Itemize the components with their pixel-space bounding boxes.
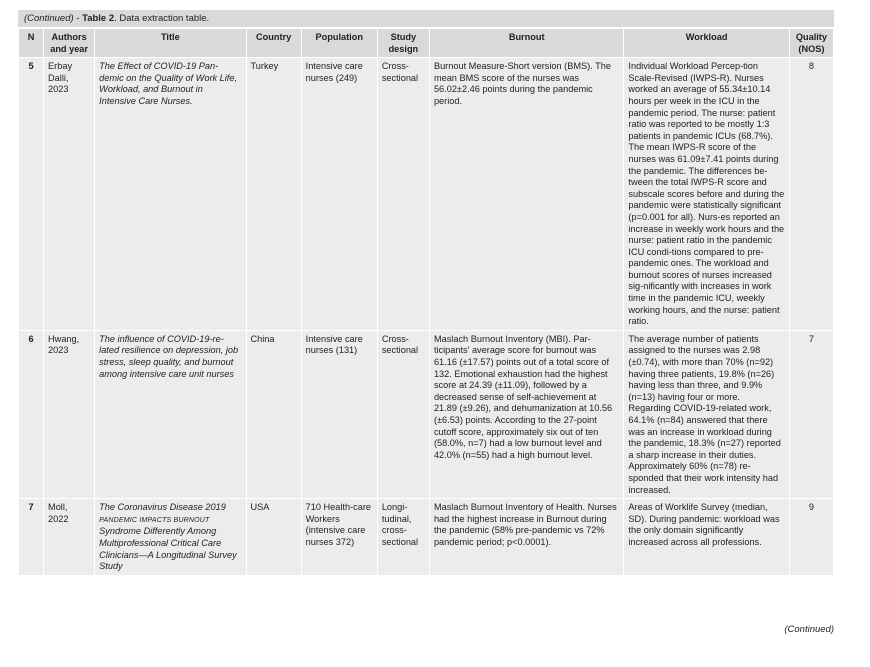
table-row xyxy=(19,331,833,498)
data-extraction-table xyxy=(18,28,834,576)
header-n: N xyxy=(19,29,43,57)
table-row xyxy=(19,499,833,575)
cell-workload: The average number of patients assigned to the nurses was 2.98 (±0.74), with more than 70% (n=92) having three patients, 19.8% (n=26) having less than three, and 9.9% (n=13) having four or more. Regarding COVID-19-related work, 64.1% (n=84) answered that there was an increase in workload during the pandemic, 18.3% (n=27) reported a sharp increase in their duties. Approximately 60% (n=78) re-sponded that their work intensity had increased. xyxy=(624,331,788,498)
cell-n: 5 xyxy=(19,58,43,330)
cell-n: 7 xyxy=(19,499,43,575)
header-title: Title xyxy=(95,29,245,57)
cell-authors: Hwang, 2023 xyxy=(44,331,94,498)
title-smallcaps: PANDEMIC IMPACTS BURNOUT xyxy=(99,516,210,524)
header-design: Study design xyxy=(378,29,429,57)
cell-quality: 7 xyxy=(790,331,833,498)
cell-title xyxy=(95,499,245,575)
cell-authors: Moll, 2022 xyxy=(44,499,94,575)
title-part: Syndrome Differently Among Multiprofessional Critical Care Clinicians—A Longitudinal Survey Study xyxy=(99,526,237,572)
cell-burnout: Maslach Burnout Inventory of Health. Nurses had the highest increase in Burnout during the pandemic (58% pre-pandemic vs 72% pandemic period; p<0.0001). xyxy=(430,499,623,575)
header-authors: Authors and year xyxy=(44,29,94,57)
cell-quality: 9 xyxy=(790,499,833,575)
cell-title: The influence of COVID-19-re-lated resilience on depression, job stress, sleep quality, and burnout among intensive care unit nurses xyxy=(95,331,245,498)
cell-country: China xyxy=(247,331,301,498)
header-country: Country xyxy=(247,29,301,57)
continued-footer: (Continued) xyxy=(784,624,834,635)
cell-population: Intensive care nurses (249) xyxy=(302,58,377,330)
header-population: Population xyxy=(302,29,377,57)
cell-n: 6 xyxy=(19,331,43,498)
cell-design: Longi-tudinal, cross-sectional xyxy=(378,499,429,575)
title-part: The Coronavirus Disease 2019 xyxy=(99,502,226,513)
cell-burnout: Burnout Measure-Short version (BMS). The mean BMS score of the nurses was 56.02±2.46 points during the pandemic period. xyxy=(430,58,623,330)
cell-country: Turkey xyxy=(247,58,301,330)
cell-burnout: Maslach Burnout Inventory (MBI). Par-ticipants' average score for burnout was 61.16 (±17.57) points out of a total score of 132. Emotional exhaustion had the highest score at 24.39 (±11.09), followed by a decreased sense of self-achievement at 21.89 (±9.26), and dehumanization at 10.56 (±6.53) points. According to the 27-point cutoff score, approximately six out of ten (58.0%, n=7) had a low burnout level and 42.0% (n=55) had a high burnout level. xyxy=(430,331,623,498)
header-burnout: Burnout xyxy=(430,29,623,57)
cell-quality: 8 xyxy=(790,58,833,330)
cell-design: Cross-sectional xyxy=(378,331,429,498)
cell-authors: Erbay Dalli, 2023 xyxy=(44,58,94,330)
table-caption: (Continued) - Table 2. Data extraction table. xyxy=(18,10,834,27)
header-workload: Workload xyxy=(624,29,788,57)
cell-population: 710 Health-care Workers (intensive care nurses 372) xyxy=(302,499,377,575)
table-row xyxy=(19,58,833,330)
cell-population: Intensive care nurses (131) xyxy=(302,331,377,498)
cell-title: The Effect of COVID-19 Pan-demic on the Quality of Work Life, Workload, and Burnout in Intensive Care Nurses. xyxy=(95,58,245,330)
cell-design: Cross-sectional xyxy=(378,58,429,330)
header-quality: Quality (NOS) xyxy=(790,29,833,57)
cell-country: USA xyxy=(247,499,301,575)
header-row xyxy=(19,29,833,57)
cell-workload: Individual Workload Percep-tion Scale-Revised (IWPS-R). Nurses worked an average of 55.34±10.14 hours per week in the ICU in the pandemic period. The nurse: patient ratio was reported to be mostly 1:3 patients in pandemic ICUs (68.7%). The mean IWPS-R score of the nurses was 61.09±7.41 points during the pandemic. The differences be-tween the total IWPS-R score and subscale scores before and during the pandemic were statistically significant (p=0.001 for all). Nurs-es reported an increase in weekly work hours and the nurse: patient ratio in the pandemic ICU condi-tions compared to pre-pandemic ones. The workload and burnout scores of nurses increased sig-nificantly with increases in work time in the pandemic ICU, weekly working hours, and the nurse: patient ratio. xyxy=(624,58,788,330)
cell-workload: Areas of Worklife Survey (median, SD). During pandemic: workload was the only domain significantly increased across all professions. xyxy=(624,499,788,575)
